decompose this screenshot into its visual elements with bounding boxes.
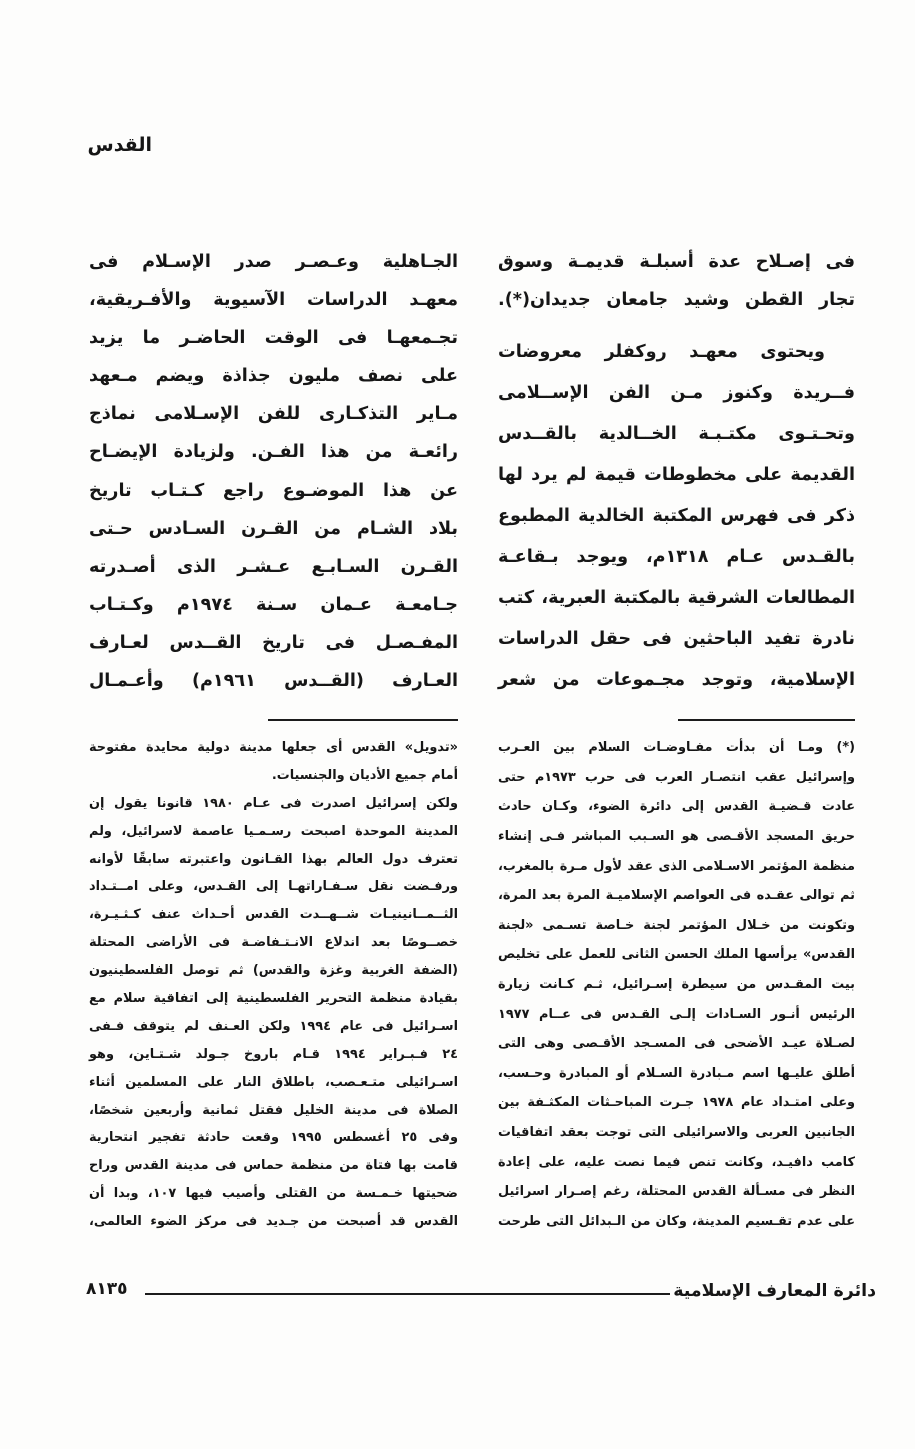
footnote-line: أطلق عليـها اسم مـبادرة السـلام أو المبادرة وحـسب،: [498, 1065, 855, 1081]
footnotes-right-column: [497, 733, 855, 1236]
footnote-separator-left: [268, 719, 458, 721]
main-text-line: ويحتوى معهـد روكفلر معروضات: [498, 341, 825, 362]
footnote-line: الجانبين العربى والاسرائيلى التى توجت بعقد اتفاقيات: [498, 1124, 855, 1140]
footnote-line: قامت بها فتاة من منظمة حماس فى مدينة القدس وراح: [89, 1158, 458, 1174]
footnote-line: القدس قد أصبحت من جـديد فى مركز الضوء العالمى،: [89, 1214, 458, 1230]
footnote-line: عادت قـضيـة القدس إلى دائرة الضوء، وكـان حادث: [498, 799, 855, 815]
main-text-line: الجـاهلية وعـصـر صدر الإسـلام فى: [89, 252, 458, 272]
footnote-line: حريق المسجد الأقـصى هو السـبب المباشر فـى إنشاء: [498, 828, 855, 844]
footnote-line: «تدويل» القدس أى جعلها مدينة دولية محايدة مفتوحة: [89, 740, 458, 755]
footnote-line: أمام جميع الأديان والجنسيات.: [271, 767, 458, 783]
footnote-line: كامب دافيـد، وكانت تنص فيما نصت عليه، على إعادة: [498, 1154, 855, 1170]
footnote-line: (الضفة الغربية وغزة والقدس) ثم توصل الفلسطينيون: [89, 963, 458, 979]
main-text-line: الإسلامية، وتوجد مجـموعات من شعر: [498, 669, 855, 690]
footnote-line: (*) ومـا أن بدأت مفـاوضـات السلام بين العـرب: [498, 740, 855, 756]
main-text-right-column-paragraph-2: [497, 332, 855, 701]
footnote-line: اسـرائيلى متـعـصب، باطلاق النار على المسلمين أثناء: [89, 1074, 458, 1090]
footnote-line: وعلى امتـداد عام ١٩٧٨ جـرت المباحـثات المكثـفة بين: [498, 1095, 855, 1111]
footnote-line: ولكن إسرائيل اصدرت فى عـام ١٩٨٠ قانونا يقول إن: [89, 795, 458, 811]
running-header-title: القدس: [87, 134, 152, 156]
main-text-line: عن هذا الموضـوع راجع كـتـاب تاريخ: [89, 480, 458, 501]
footnote-line: النظر فى مسـألة القدس المحتلة، رغم إصـرار اسرائيل: [498, 1184, 855, 1200]
footnote-line: وإسرائيل عقب انتصـار العرب فى حرب ١٩٧٣م حتى: [498, 769, 855, 785]
footnotes-left-column: [88, 734, 458, 1236]
footnote-line: المدينة الموحدة اصبحت رسـمـيا عاصمة لاسرائيل، ولم: [89, 823, 458, 839]
footer-rule: [145, 1293, 670, 1295]
footnote-line: وفى ٢٥ أغسطس ١٩٩٥ وقعت حادثة تفجير انتحارية: [89, 1130, 458, 1146]
main-text-line: معهـد الدراسات الآسيوية والأفـريقية،: [89, 290, 458, 311]
footnote-line: الصلاة فى مدينة الخليل فقتل ثمانية وأربعين شخصًا،: [89, 1102, 458, 1118]
publication-title: دائرة المعارف الإسلامية: [673, 1281, 876, 1301]
footnote-line: لصـلاة عيـد الأضحى فى المسـجد الأقـصى وهى التى: [498, 1036, 855, 1052]
main-text-line: رائعـة من هذا الفـن. ولزيادة الإيضـاح: [89, 442, 458, 463]
main-text-line: العـارف (القــدس ١٩٦١م) وأعـمـال: [89, 671, 458, 692]
main-text-line: فى إصـلاح عدة أسبلـة قديمـة وسوق: [498, 252, 855, 272]
main-text-line: القـرن السـابـع عـشـر الذى أصـدرته: [89, 556, 458, 577]
main-text-line: نادرة تفيد الباحثين فى حقل الدراسات: [498, 628, 855, 649]
main-text-line: المفـصـل فى تاريخ القــدس لعـارف: [89, 632, 458, 653]
page-number: ٨١٣٥: [86, 1279, 128, 1299]
page-footer-title: [670, 1276, 876, 1306]
footnote-line: اسـرائيل فى عام ١٩٩٤ ولكن العـنف لم يتوقف فـفى: [89, 1018, 458, 1034]
footnote-line: ٢٤ فـبـراير ١٩٩٤ قـام باروخ جـولد شـتـاين، وهو: [88, 1046, 458, 1062]
footnote-line: الثــمــانينيـات شــهــدت القدس أحـداث عنف كـثـيـرة،: [89, 907, 458, 923]
footnote-line: الرئيس أنـور السـادات إلـى القـدس فى عــام ١٩٧٧: [498, 1006, 855, 1022]
main-text-line: ذكر فى فهرس المكتبة الخالدية المطبوع: [498, 505, 855, 526]
footnote-line: خصــوصًا بعد اندلاع الانـتـفاضـة فى الأراضى المحتلة: [89, 935, 458, 951]
main-text-line: على نصف مليون جذاذة ويضم مـعهد: [89, 366, 458, 387]
main-text-right-column-paragraph-1: [497, 243, 855, 319]
footnote-line: تعترف دول العالم بهذا القـانون واعتبرته سابقًا لأوانه: [89, 851, 458, 867]
footnote-line: منظمة المؤتمر الاسـلامى الذى عقد لأول مـرة بالمغرب،: [498, 858, 855, 874]
footnote-line: ورفـضت نقل سـفـاراتهـا إلى القـدس، وعلى امــتـداد: [89, 879, 458, 895]
main-text-line: جـامعـة عـمان سـنة ١٩٧٤م وكـتـاب: [89, 594, 458, 615]
footnote-line: القدس» يرأسها الملك الحسن الثانى للعمل على تخليص: [498, 947, 855, 963]
footnote-separator-right: [678, 719, 855, 721]
footnote-line: على عدم تقـسيم المدينة، وكان من الـبدائل التى طرحت: [498, 1213, 855, 1229]
main-text-line: القديمة على مخطوطات قيمة لم يرد لها: [498, 464, 855, 485]
main-text-line: تجار القطن وشيد جامعان جديدان(*).: [498, 290, 855, 310]
footnote-line: بقيادة منظمة التحرير الفلسطينية إلى اتفاقية سلام مع: [89, 991, 458, 1007]
main-text-line: مـاير التذكـارى للفن الإسـلامى نماذج: [89, 404, 458, 425]
main-text-line: تجـمعهـا فى الوقت الحاضـر ما يزيد: [89, 328, 458, 349]
footnote-line: بيت المقـدس من سيطرة إسـرائيل، ثـم كـانت زيارة: [498, 976, 855, 992]
main-text-line: وتحـتـوى مكتـبـة الخــالدية بالقــدس: [498, 423, 855, 444]
footnote-line: ضحيتها خـمـسة من القتلى وأصيب فيها ١٠٧، وبدا أن: [89, 1186, 458, 1202]
footnote-line: وتكونت من خـلال المؤتمر لجنة خـاصة تسـمى «لجنة: [498, 917, 855, 933]
footnote-line: ثم توالى عقـده فى العواصم الإسلاميـة المرة بعد المرة،: [498, 888, 855, 904]
main-text-line: فــريدة وكنوز مـن الفن الإســلامى: [498, 382, 855, 403]
main-text-line: بلاد الشـام من القـرن السـادس حـتى: [89, 518, 458, 539]
main-text-line: المطالعات الشرقية بالمكتبة العبرية، كتب: [498, 587, 855, 608]
main-text-left-column: [88, 243, 458, 700]
main-text-line: بالقـدس عـام ١٣١٨م، ويوجد بـقاعـة: [497, 546, 855, 567]
